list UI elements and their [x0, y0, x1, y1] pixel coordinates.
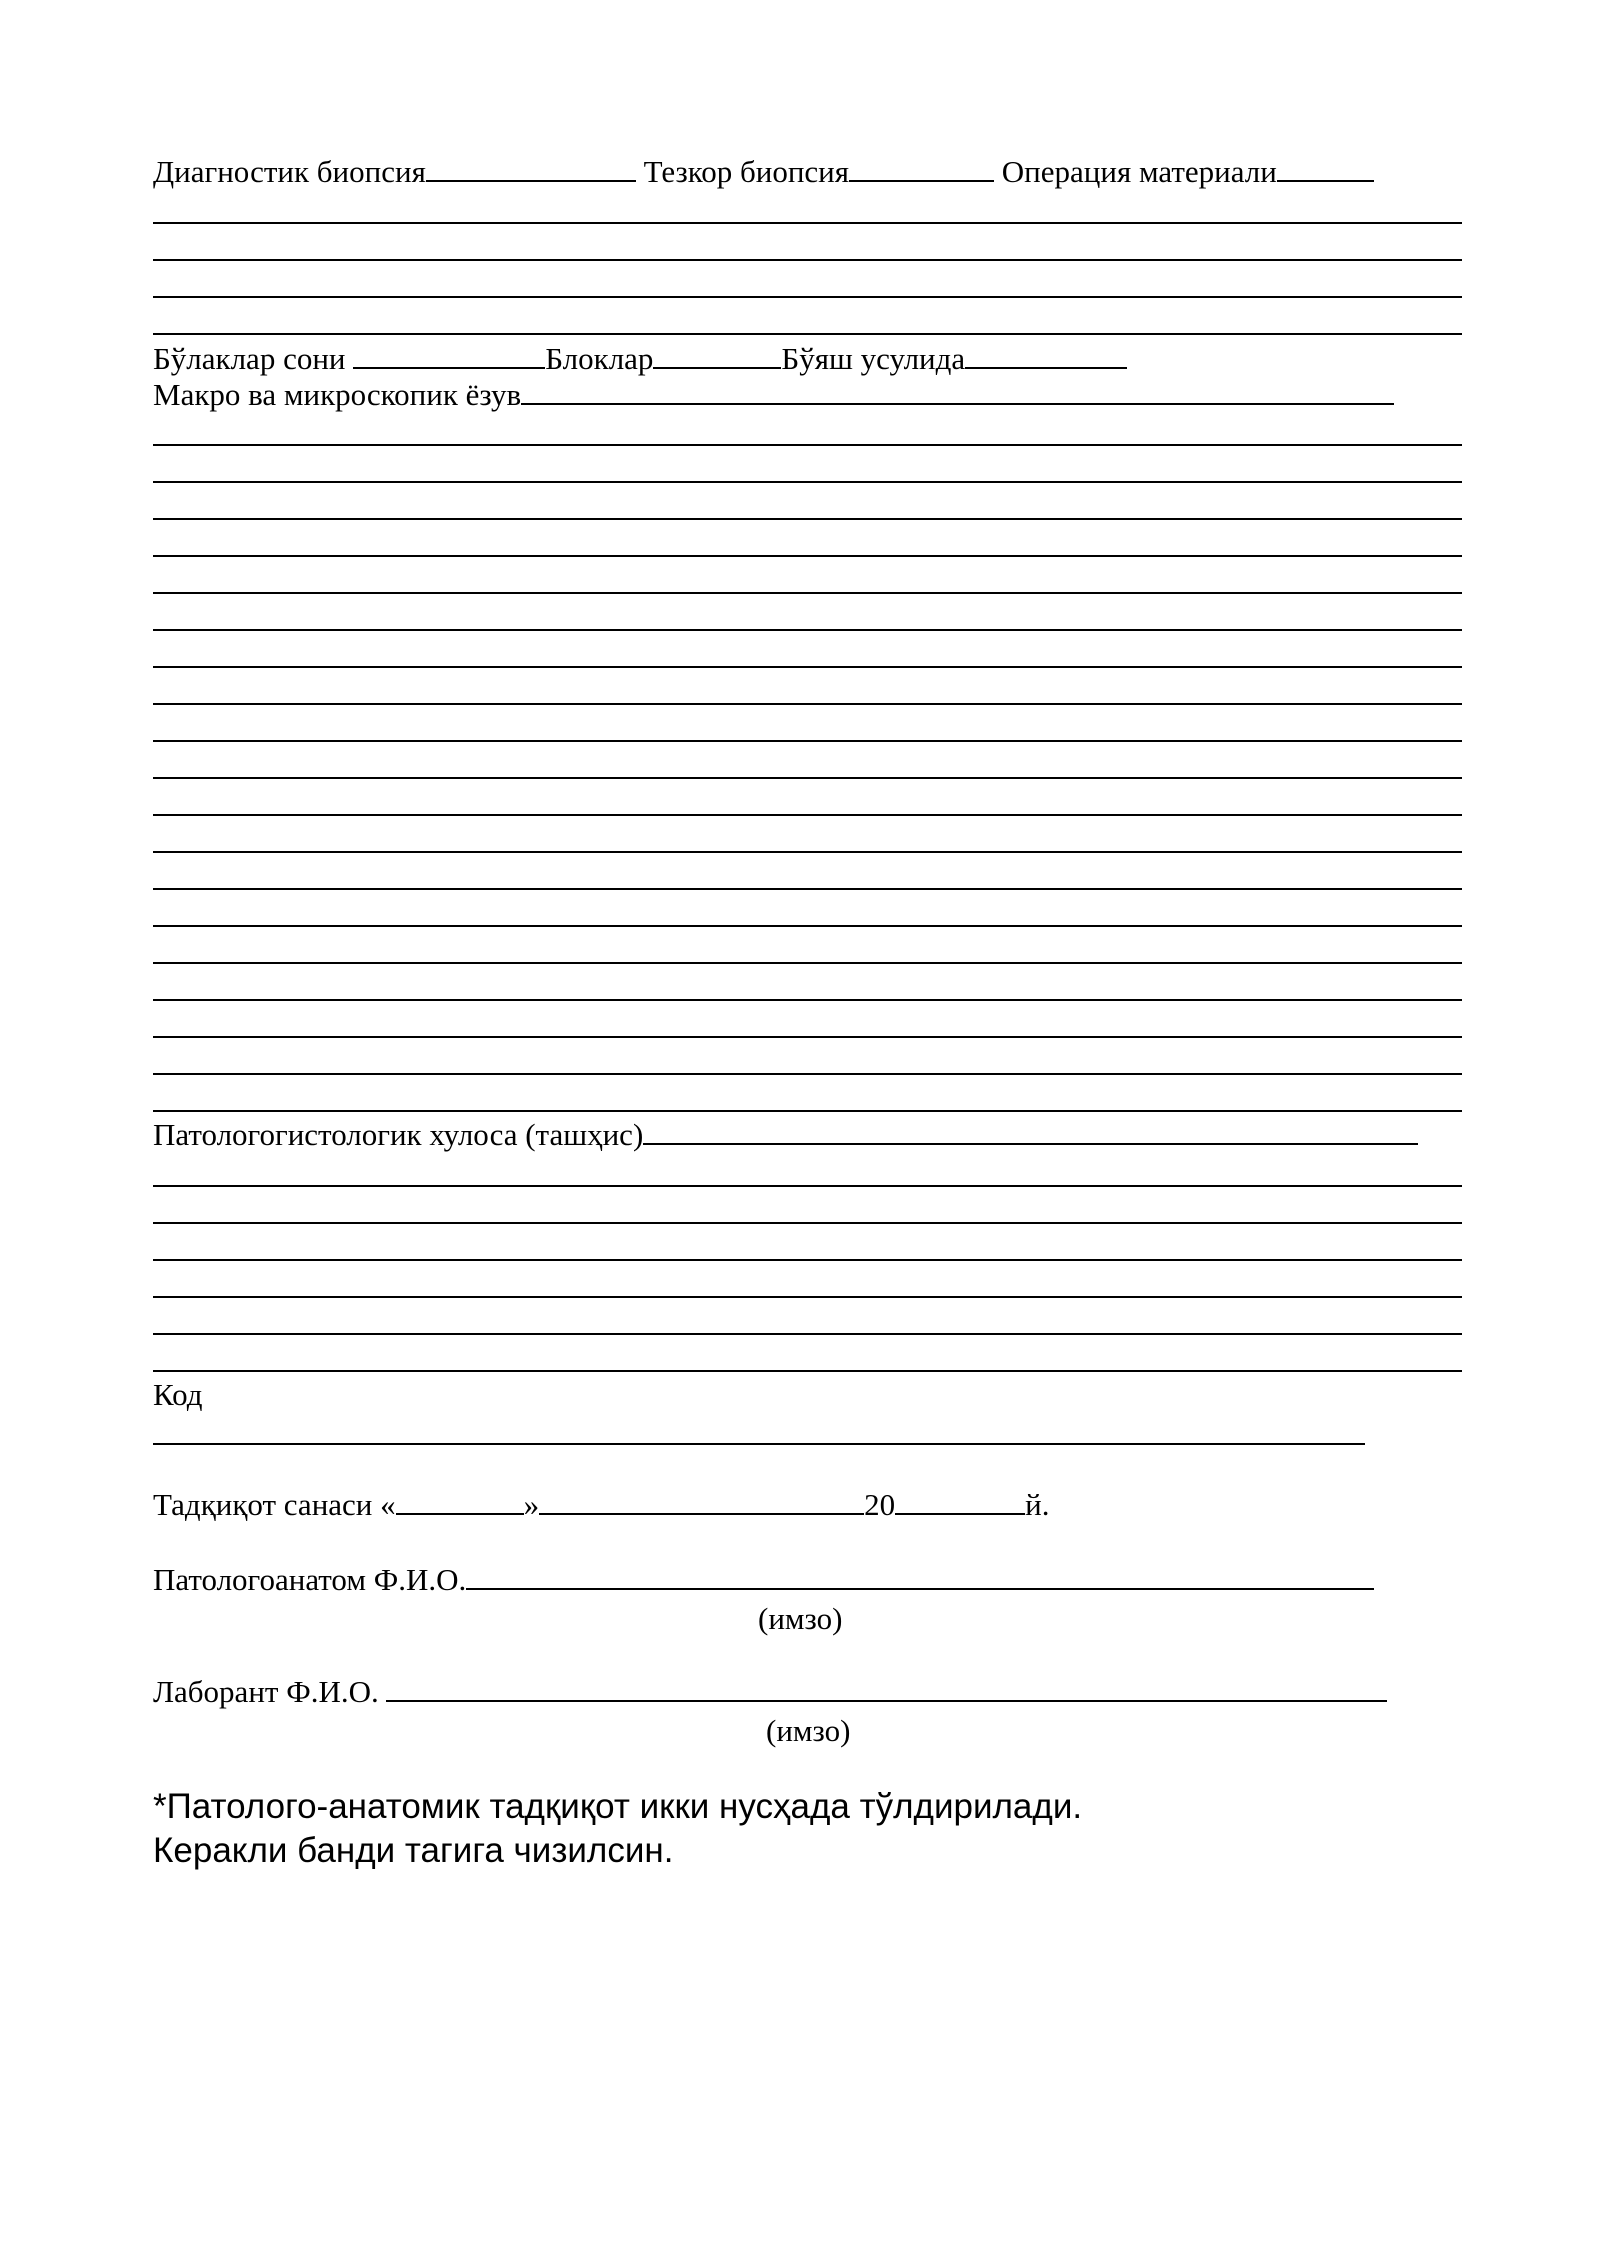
writing-line[interactable]	[153, 740, 1462, 742]
biopsy-type-row	[153, 154, 1374, 190]
operation-material-label: Операция материали	[1001, 154, 1277, 189]
writing-line[interactable]	[153, 1036, 1462, 1038]
writing-line[interactable]	[153, 888, 1462, 890]
note-line-1: *Патолого-анатомик тадқиқот икки нусҳада тўлдирилади.	[153, 1787, 1083, 1826]
writing-line[interactable]	[153, 1370, 1462, 1372]
blocks-label: Блоклар	[545, 341, 654, 376]
pathologist-signature-label: (имзо)	[758, 1601, 843, 1636]
writing-line[interactable]	[153, 333, 1462, 335]
macro-row	[153, 377, 1394, 413]
writing-line[interactable]	[153, 1333, 1462, 1335]
urgent-biopsy-label: Тезкор биопсия	[643, 154, 850, 189]
writing-line[interactable]	[153, 1073, 1462, 1075]
date-year-suffix: й.	[1025, 1487, 1050, 1522]
date-month-field[interactable]	[539, 1487, 864, 1515]
writing-line[interactable]	[153, 814, 1462, 816]
macro-description-field[interactable]	[521, 377, 1394, 405]
writing-line[interactable]	[153, 1185, 1462, 1187]
writing-line[interactable]	[153, 1259, 1462, 1261]
pieces-row	[153, 341, 1127, 377]
conclusion-field[interactable]	[643, 1117, 1418, 1145]
pathologist-row	[153, 1562, 1374, 1598]
writing-line[interactable]	[153, 1222, 1462, 1224]
lab-label: Лаборант Ф.И.О.	[153, 1674, 379, 1709]
diagnostic-biopsy-field[interactable]	[426, 154, 636, 182]
writing-line[interactable]	[153, 1296, 1462, 1298]
writing-line[interactable]	[153, 1110, 1462, 1112]
writing-line[interactable]	[153, 999, 1462, 1001]
date-row	[153, 1487, 1050, 1523]
writing-line[interactable]	[153, 851, 1462, 853]
lab-name-field[interactable]	[386, 1674, 1387, 1702]
writing-line[interactable]	[153, 481, 1462, 483]
writing-line[interactable]	[153, 222, 1462, 224]
writing-line[interactable]	[153, 777, 1462, 779]
conclusion-row	[153, 1117, 1418, 1153]
urgent-biopsy-field[interactable]	[849, 154, 994, 182]
date-century: 20	[864, 1487, 896, 1522]
writing-line[interactable]	[153, 592, 1462, 594]
pathologist-name-field[interactable]	[466, 1562, 1374, 1590]
date-day-field[interactable]	[396, 1487, 524, 1515]
writing-line[interactable]	[153, 444, 1462, 446]
writing-line[interactable]	[153, 925, 1462, 927]
pathologist-label: Патологоанатом Ф.И.О.	[153, 1562, 467, 1597]
writing-line[interactable]	[153, 518, 1462, 520]
writing-line[interactable]	[153, 555, 1462, 557]
code-label: Код	[153, 1377, 203, 1412]
diagnostic-biopsy-label: Диагностик биопсия	[153, 154, 426, 189]
pieces-count-field[interactable]	[353, 341, 545, 369]
writing-line[interactable]	[153, 296, 1462, 298]
stain-method-field[interactable]	[965, 341, 1127, 369]
lab-row	[153, 1674, 1387, 1710]
blocks-field[interactable]	[653, 341, 781, 369]
date-year-field[interactable]	[895, 1487, 1025, 1515]
writing-line[interactable]	[153, 629, 1462, 631]
conclusion-label: Патологогистологик хулоса (ташҳис)	[153, 1117, 644, 1152]
stain-method-label: Бўяш усулида	[781, 341, 966, 376]
writing-line[interactable]	[153, 703, 1462, 705]
writing-line[interactable]	[153, 666, 1462, 668]
code-field[interactable]	[153, 1443, 1365, 1445]
date-close-quote: »	[523, 1487, 540, 1522]
note-line-2: Керакли банди тагига чизилсин.	[153, 1831, 674, 1870]
pieces-count-label: Бўлаклар сони	[153, 341, 346, 376]
date-label: Тадқиқот санаси «	[153, 1487, 396, 1522]
writing-line[interactable]	[153, 962, 1462, 964]
writing-line[interactable]	[153, 259, 1462, 261]
operation-material-field[interactable]	[1277, 154, 1374, 182]
lab-signature-label: (имзо)	[766, 1713, 851, 1748]
macro-description-label: Макро ва микроскопик ёзув	[153, 377, 522, 412]
